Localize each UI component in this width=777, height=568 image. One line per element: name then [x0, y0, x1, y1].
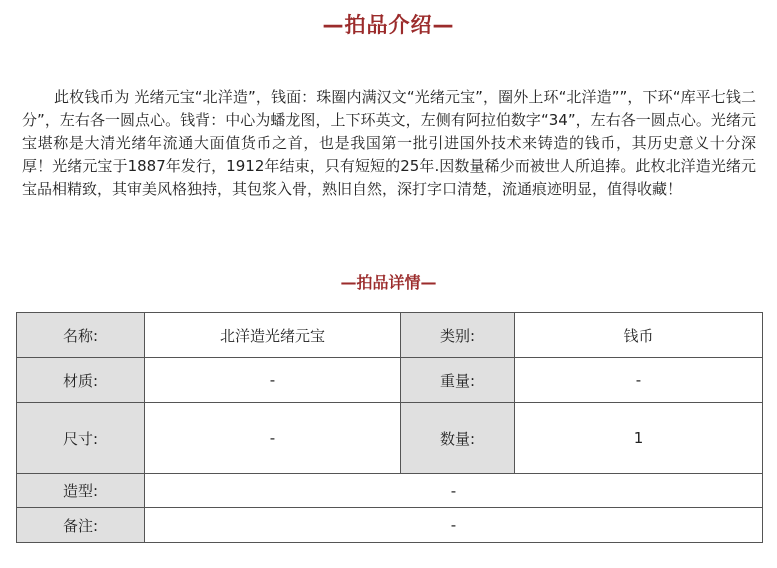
table-row [17, 403, 763, 474]
weight-value: - [515, 358, 763, 403]
shape-label: 造型: [17, 474, 145, 508]
size-label: 尺寸: [17, 403, 145, 474]
weight-label: 重量: [401, 358, 515, 403]
notes-value: - [145, 508, 763, 543]
shape-value: - [145, 474, 763, 508]
name-value: 北洋造光绪元宝 [145, 313, 401, 358]
notes-label: 备注: [17, 508, 145, 543]
quantity-value: 1 [515, 403, 763, 474]
table-row [17, 508, 763, 543]
table-row [17, 313, 763, 358]
quantity-label: 数量: [401, 403, 515, 474]
table-row [17, 358, 763, 403]
material-value: - [145, 358, 401, 403]
section-title-details: —拍品详情— [340, 273, 437, 292]
section-title-intro: —拍品介绍— [322, 13, 455, 37]
size-value: - [145, 403, 401, 474]
name-label: 名称: [17, 313, 145, 358]
material-label: 材质: [17, 358, 145, 403]
table-row [17, 474, 763, 508]
category-value: 钱币 [515, 313, 763, 358]
details-table [16, 312, 763, 543]
item-description: 此枚钱币为 光绪元宝“北洋造”，钱面：珠圈内满汉文“光绪元宝”，圈外上环“北洋造””，下环“库平七钱二分”，左右各一圆点心。钱背：中心为蟠龙图，上下环英文，左侧有阿拉伯数字“34”，左右各一圆点心。光绪元宝堪称是大清光绪年流通大面值货币之首，也是我国第一批引进国外技术来铸造的钱币，其历史意义十分深厚！光绪元宝于1887年发行，1912年结束，只有短短的25年.因数量稀少而被世人所追捧。此枚北洋造光绪元宝品相精致，其审美风格独持，其包浆入骨，熟旧自然，深打字口清楚，流通痕迹明显，值得收藏！ [22, 88, 756, 198]
category-label: 类别: [401, 313, 515, 358]
